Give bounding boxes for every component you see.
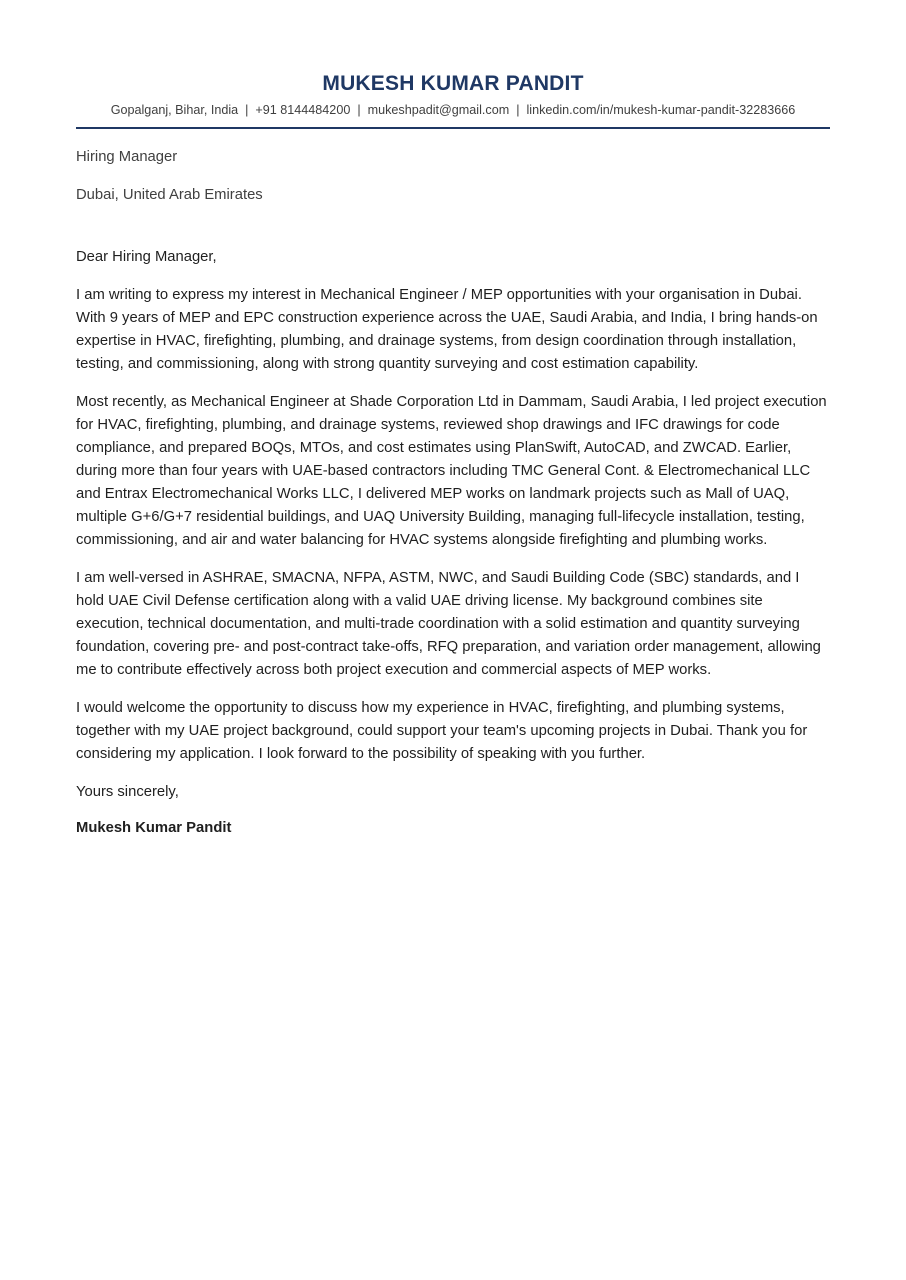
recipient-title: Hiring Manager xyxy=(76,149,178,165)
salutation: Dear Hiring Manager, xyxy=(76,249,217,265)
signature-name: Mukesh Kumar Pandit xyxy=(76,820,232,836)
contact-phone: +91 8144484200 xyxy=(255,103,351,117)
paragraph-closing: I would welcome the opportunity to discuss how my experience in HVAC, firefighting, and plumbing systems, together with my UAE project background, could support your team's upcoming projects in Dubai. Thank you for considering my application. I look forward to the possibility of speaking with you further. xyxy=(76,700,808,762)
contact-email: mukeshpadit@gmail.com xyxy=(367,103,510,117)
paragraph-experience: Most recently, as Mechanical Engineer at Shade Corporation Ltd in Dammam, Saudi Arabia, I led project execution for HVAC, firefighting, plumbing, and drainage systems, reviewed shop drawings and IFC drawings for code compliance, and prepared BOQs, MTOs, and cost estimates using PlanSwift, AutoCAD, and ZWCAD. Earlier, during more than four years with UAE-based contractors including TMC General Cont. & Electromechanical LLC and Entrax Electromechanical Works LLC, I delivered MEP works on landmark projects such as Mall of UAQ, multiple G+6/G+7 residential buildings, and UAQ University Building, managing full-lifecycle installation, testing, commissioning, and air and water balancing for HVAC systems alongside firefighting and plumbing works. xyxy=(76,394,827,548)
letter-header xyxy=(76,70,830,118)
applicant-name: MUKESH KUMAR PANDIT xyxy=(322,72,584,95)
contact-separator: | xyxy=(357,103,361,117)
contact-location: Gopalganj, Bihar, India xyxy=(110,103,239,117)
contact-line xyxy=(76,102,830,118)
contact-separator: | xyxy=(516,103,520,117)
contact-separator: | xyxy=(245,103,249,117)
letter-body xyxy=(76,146,830,840)
paragraph-qualifications: I am well-versed in ASHRAE, SMACNA, NFPA, ASTM, NWC, and Saudi Building Code (SBC) standards, and I hold UAE Civil Defense certification along with a valid UAE driving license. My background combines site execution, technical documentation, and multi-trade coordination with a solid estimation and quantity surveying foundation, covering pre- and post-contract take-offs, RFQ preparation, and variation order management, allowing me to contribute effectively across both project execution and commercial aspects of MEP works. xyxy=(76,570,821,678)
closing-line: Yours sincerely, xyxy=(76,784,179,800)
contact-linkedin: linkedin.com/in/mukesh-kumar-pandit-32283666 xyxy=(526,103,796,117)
header-divider xyxy=(76,127,830,129)
recipient-block xyxy=(76,146,830,207)
paragraph-intro: I am writing to express my interest in Mechanical Engineer / MEP opportunities with your organisation in Dubai. With 9 years of MEP and EPC construction experience across the UAE, Saudi Arabia, and India, I bring hands-on expertise in HVAC, firefighting, plumbing, and drainage systems, from design coordination through installation, testing, and commissioning, along with strong quantity surveying and cost estimation capability. xyxy=(76,287,818,372)
recipient-location: Dubai, United Arab Emirates xyxy=(76,187,263,203)
